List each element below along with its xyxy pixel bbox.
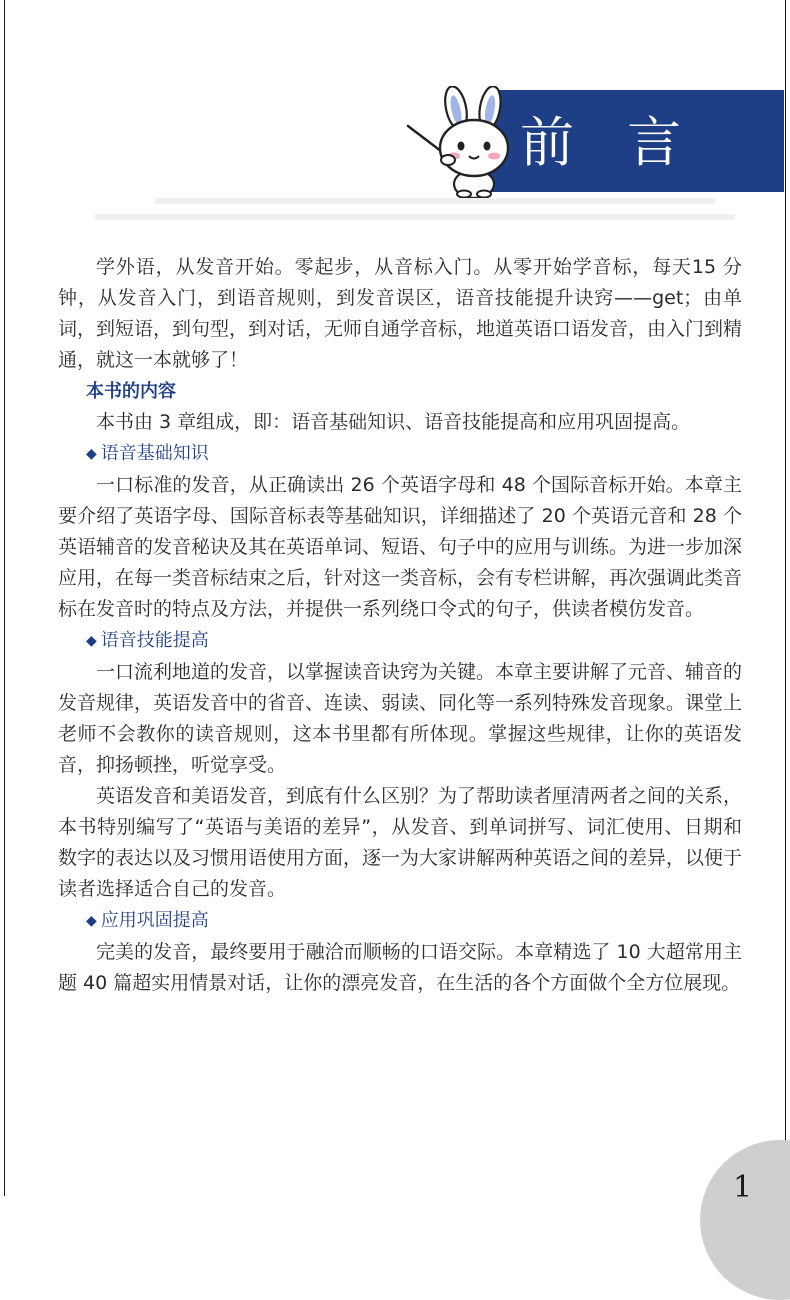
diamond-icon: ◆: [86, 633, 97, 649]
section-paragraph: 完美的发音，最终要用于融洽而顺畅的口语交际。本章精选了 10 大超常用主题 40 篇超实用情景对话，让你的漂亮发音，在生活的各个方面做个全方位展现。: [58, 941, 742, 994]
page-title: 前 言: [520, 111, 700, 174]
intro-paragraph: 学外语，从发音开始。零起步，从音标入门。从零开始学音标，每天15 分钟，从发音入门，到语音规则，到发音误区，语音技能提升诀窍——get；由单词，到短语，到句型，到对话，无师自通学音标，地道英语口语发音，由入门到精通，就这一本就够了！: [58, 256, 743, 371]
section-heading-basics: [58, 438, 742, 470]
page-number: 1: [733, 1170, 753, 1205]
section-heading-application: [58, 905, 742, 937]
diamond-icon: ◆: [86, 446, 97, 462]
section-title: 语音基础知识: [100, 443, 209, 464]
bunny-mascot-icon: [404, 86, 524, 198]
preface-content: [58, 252, 742, 999]
section-title: 语音技能提高: [100, 630, 209, 651]
diamond-icon: ◆: [86, 913, 97, 929]
contents-heading: 本书的内容: [86, 381, 176, 402]
page-corner-tab: [700, 1140, 790, 1300]
section-paragraph: 英语发音和美语发音，到底有什么区别？为了帮助读者厘清两者之间的关系，本书特别编写了“英语与美语的差异”，从发音、到单词拼写、词汇使用、日期和数字的表达以及习惯用语使用方面，逐一为大家讲解两种英语之间的差异，以便于读者选择适合自己的发音。: [58, 785, 743, 900]
section-paragraph: 一口流利地道的发音，以掌握读音诀窍为关键。本章主要讲解了元音、辅音的发音规律，英语发音中的省音、连读、弱读、同化等一系列特殊发音现象。课堂上老师不会教你的读音规则，这本书里都有所体现。掌握这些规律，让你的英语发音，抑扬顿挫，听觉享受。: [58, 661, 743, 776]
section-heading-skills: [58, 625, 742, 657]
section-paragraph: 一口标准的发音，从正确读出 26 个英语字母和 48 个国际音标开始。本章主要介绍了英语字母、国际音标表等基础知识，详细描述了 20 个英语元音和 28 个英语辅音的发音秘诀及其在英语单词、短语、句子中的应用与训练。为进一步加深应用，在每一类音标结束之后，针对这一类音标，会有专栏讲解，再次强调此类音标在发音时的特点及方法，并提供一系列绕口令式的句子，供读者模仿发音。: [58, 474, 743, 620]
section-title: 应用巩固提高: [100, 910, 209, 931]
contents-summary: 本书由 3 章组成，即：语音基础知识、语音技能提高和应用巩固提高。: [96, 411, 691, 433]
